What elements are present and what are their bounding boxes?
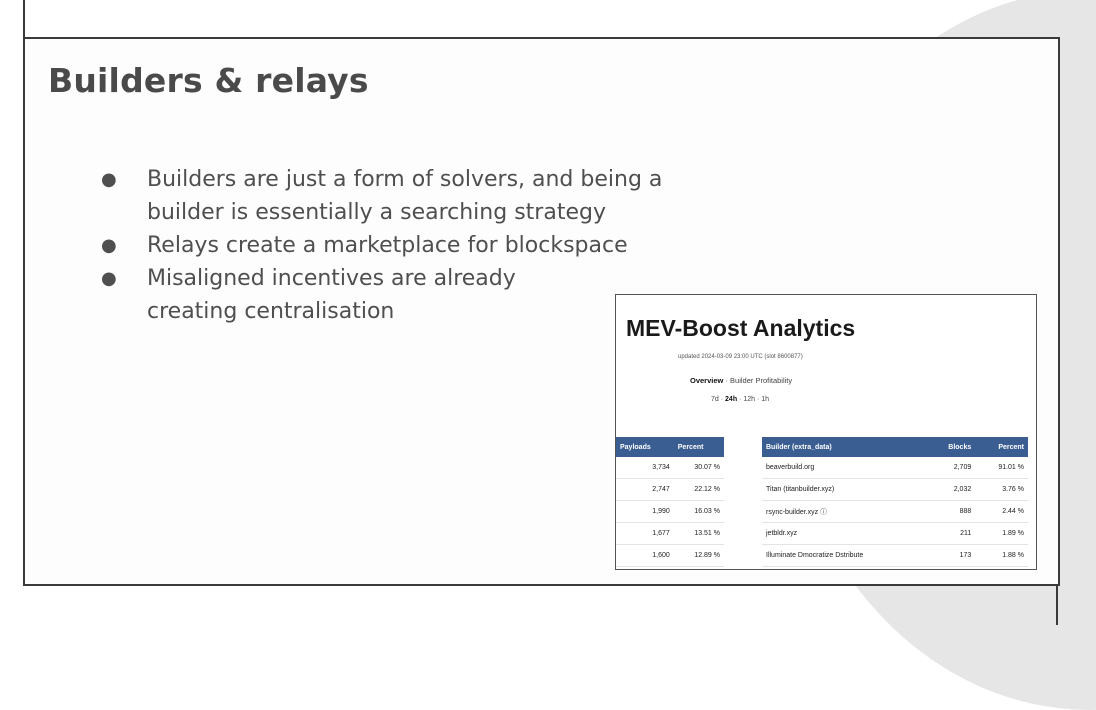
top-left-divider xyxy=(23,0,25,38)
bullet-dot-icon: ● xyxy=(101,235,117,256)
col-builder: Builder (extra_data) xyxy=(762,437,927,457)
relay-payloads-table xyxy=(616,437,724,567)
table-row xyxy=(762,457,1028,479)
bullet-dot-icon: ● xyxy=(101,268,117,289)
bullet-text: Misaligned incentives are already creating centralisation xyxy=(147,266,516,324)
blocks-cell: 211 xyxy=(927,523,975,545)
builder-cell: jetbldr.xyz xyxy=(762,523,927,545)
range-1h: 1h xyxy=(761,396,770,403)
range-separator: · xyxy=(737,396,744,403)
payloads-cell: 2,747 xyxy=(616,479,674,501)
builder-blocks-table xyxy=(762,437,1028,567)
payloads-cell: 1,600 xyxy=(616,545,674,567)
builder-cell: Titan (titanbuilder.xyz) xyxy=(762,479,927,501)
bullet-item xyxy=(101,163,741,229)
payloads-cell: 1,990 xyxy=(616,501,674,523)
bullet-item xyxy=(101,229,741,262)
nav-builder-profitability: Builder Profitability xyxy=(730,376,793,385)
nav-overview: Overview xyxy=(690,376,724,385)
bullet-text: Builders are just a form of solvers, and being a builder is essentially a searching strategy xyxy=(147,167,663,225)
table-row xyxy=(616,523,724,545)
bullet-text: Relays create a marketplace for blockspace xyxy=(147,233,628,258)
table-row xyxy=(762,523,1028,545)
blocks-cell: 2,709 xyxy=(927,457,975,479)
nav-separator: · xyxy=(723,376,731,385)
bottom-right-divider xyxy=(1056,584,1058,625)
col-payloads: Payloads xyxy=(616,437,674,457)
percent-cell: 3.76 % xyxy=(975,479,1028,501)
bullet-item xyxy=(101,262,607,328)
blocks-cell: 888 xyxy=(927,501,975,523)
blocks-cell: 2,032 xyxy=(927,479,975,501)
builder-cell: Illuminate Dmocratize Dstribute xyxy=(762,545,927,567)
col-blocks: Blocks xyxy=(927,437,975,457)
percent-cell: 13.51 % xyxy=(674,523,724,545)
percent-cell: 22.12 % xyxy=(674,479,724,501)
col-percent: Percent xyxy=(674,437,724,457)
range-12h: 12h xyxy=(743,396,756,403)
range-7d: 7d xyxy=(711,396,719,403)
view-nav xyxy=(690,376,792,385)
table-row xyxy=(616,545,724,567)
range-separator: · xyxy=(718,396,726,403)
table-row xyxy=(762,501,1028,523)
table-row xyxy=(616,457,724,479)
updated-timestamp: updated 2024-03-09 23:00 UTC (slot 8600877) xyxy=(678,354,803,360)
blocks-cell: 173 xyxy=(927,545,975,567)
screenshot-title: MEV-Boost Analytics xyxy=(626,315,856,341)
percent-cell: 16.03 % xyxy=(674,501,724,523)
time-range-selector xyxy=(711,396,769,403)
bullet-dot-icon: ● xyxy=(101,169,117,190)
builder-cell: beaverbuild.org xyxy=(762,457,927,479)
slide-title: Builders & relays xyxy=(48,61,369,100)
table-row xyxy=(616,479,724,501)
table-row xyxy=(762,545,1028,567)
percent-cell: 1.89 % xyxy=(975,523,1028,545)
percent-cell: 12.89 % xyxy=(674,545,724,567)
range-24h: 24h xyxy=(725,396,738,403)
payloads-cell: 1,677 xyxy=(616,523,674,545)
col-percent: Percent xyxy=(975,437,1028,457)
percent-cell: 2.44 % xyxy=(975,501,1028,523)
builder-cell: rsync-builder.xyz ⓘ xyxy=(762,501,927,523)
table-row xyxy=(616,501,724,523)
percent-cell: 1.88 % xyxy=(975,545,1028,567)
mev-boost-screenshot xyxy=(615,294,1037,570)
payloads-cell: 3,734 xyxy=(616,457,674,479)
range-separator: · xyxy=(755,396,762,403)
percent-cell: 30.07 % xyxy=(674,457,724,479)
percent-cell: 91.01 % xyxy=(975,457,1028,479)
table-row xyxy=(762,479,1028,501)
